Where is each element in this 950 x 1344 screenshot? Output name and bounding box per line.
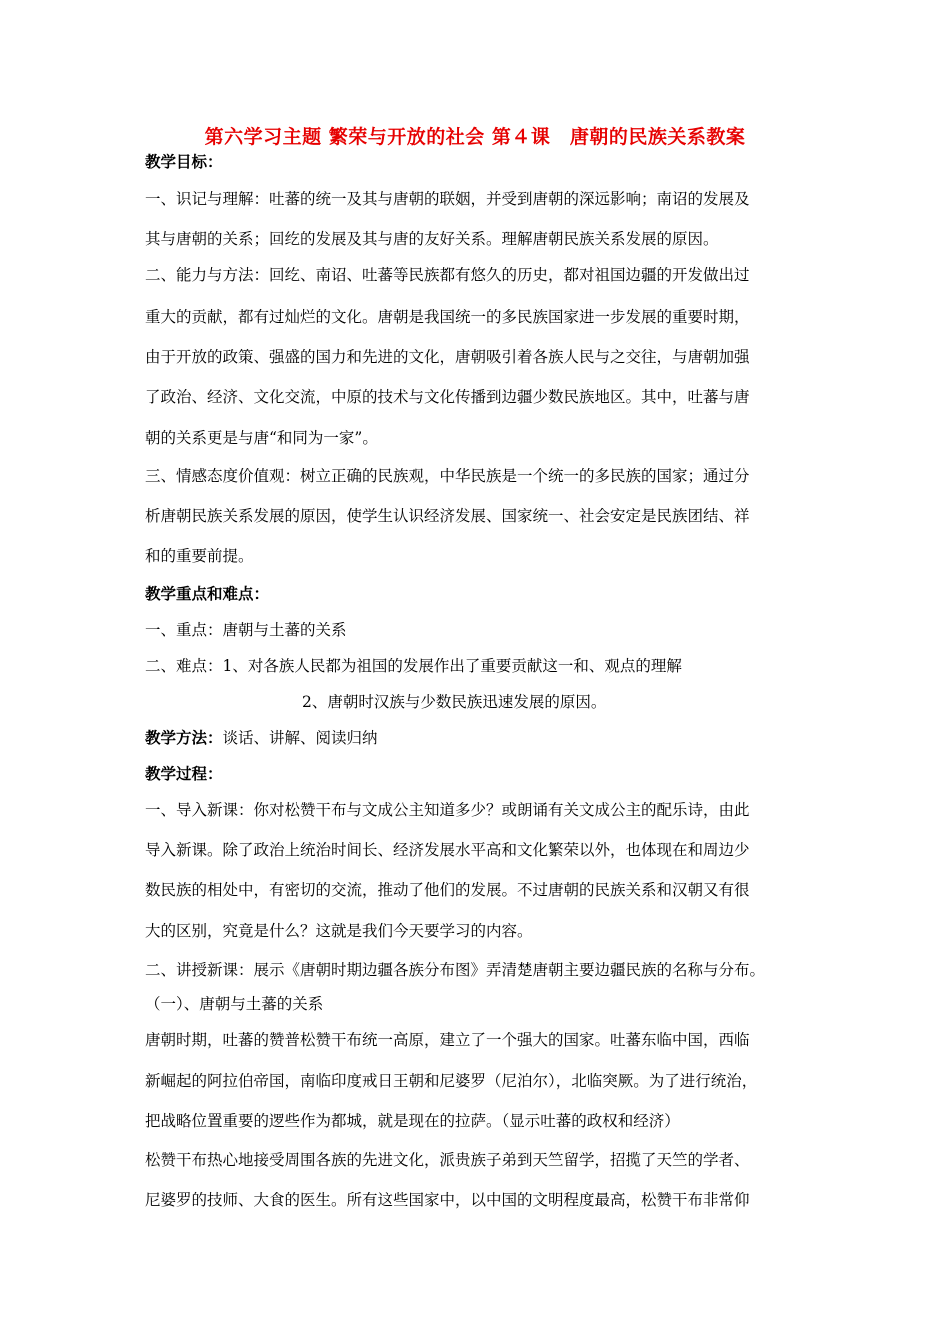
methods-text: 谈话、讲解、阅读归纳 (222, 729, 378, 747)
paragraph-line: 一、重点：唐朝与土蕃的关系 (145, 621, 347, 639)
methods-line (145, 728, 378, 748)
paragraph-line: 由于开放的政策、强盛的国力和先进的文化，唐朝吸引着各族人民与之交往，与唐朝加强 (145, 348, 750, 366)
paragraph-line: 大的区别，究竟是什么？这就是我们今天要学习的内容。 (145, 922, 533, 940)
heading-objectives: 教学目标： (145, 152, 223, 171)
paragraph-line: 把战略位置重要的逻些作为都城，就是现在的拉萨。（显示吐蕃的政权和经济） (145, 1112, 680, 1130)
paragraph-line: 其与唐朝的关系；回纥的发展及其与唐的友好关系。理解唐朝民族关系发展的原因。 (145, 230, 719, 248)
paragraph-line: 三、情感态度价值观：树立正确的民族观，中华民族是一个统一的多民族的国家；通过分 (145, 467, 750, 485)
paragraph-line: 二、讲授新课：展示《唐朝时期边疆各族分布图》弄清楚唐朝主要边疆民族的名称与分布。 (145, 961, 766, 979)
paragraph-line: 新崛起的阿拉伯帝国，南临印度戒日王朝和尼婆罗（尼泊尔），北临突厥。为了进行统治， (145, 1072, 758, 1090)
paragraph-line: 朝的关系更是与唐“和同为一家”。 (145, 429, 378, 447)
heading-process: 教学过程： (145, 764, 223, 783)
section-heading: （一）、唐朝与土蕃的关系 (145, 995, 324, 1013)
heading-methods: 教学方法： (145, 728, 223, 747)
paragraph-line: 一、识记与理解：吐蕃的统一及其与唐朝的联姻，并受到唐朝的深远影响；南诏的发展及 (145, 190, 750, 208)
paragraph-line: 一、导入新课：你对松赞干布与文成公主知道多少？或朗诵有关文成公主的配乐诗，由此 (145, 801, 750, 819)
paragraph-line: 了政治、经济、文化交流，中原的技术与文化传播到边疆少数民族地区。其中，吐蕃与唐 (145, 388, 750, 406)
paragraph-line: 析唐朝民族关系发展的原因，使学生认识经济发展、国家统一、社会安定是民族团结、祥 (145, 507, 750, 525)
paragraph-line: 重大的贡献，都有过灿烂的文化。唐朝是我国统一的多民族国家进一步发展的重要时期， (145, 308, 750, 326)
paragraph-line: 导入新课。除了政治上统治时间长、经济发展水平高和文化繁荣以外，也体现在和周边少 (145, 841, 750, 859)
paragraph-line: 二、难点：1、对各族人民都为祖国的发展作出了重要贡献这一和、观点的理解 (145, 657, 682, 675)
paragraph-line: 尼婆罗的技师、大食的医生。所有这些国家中，以中国的文明程度最高，松赞干布非常仰 (145, 1191, 750, 1209)
paragraph-line: 松赞干布热心地接受周围各族的先进文化，派贵族子弟到天竺留学，招揽了天竺的学者、 (145, 1151, 750, 1169)
paragraph-line: 二、能力与方法：回纥、南诏、吐蕃等民族都有悠久的历史，都对祖国边疆的开发做出过 (145, 266, 750, 284)
paragraph-line: 数民族的相处中，有密切的交流，推动了他们的发展。不过唐朝的民族关系和汉朝又有很 (145, 881, 750, 899)
page-title: 第六学习主题 繁荣与开放的社会 第４课 唐朝的民族关系教案 (204, 126, 746, 148)
paragraph-line: 唐朝时期，吐蕃的赞普松赞干布统一高原，建立了一个强大的国家。吐蕃东临中国，西临 (145, 1031, 750, 1049)
paragraph-line: 和的重要前提。 (145, 547, 254, 565)
heading-key-points: 教学重点和难点： (145, 584, 270, 603)
paragraph-line: 2、唐朝时汉族与少数民族迅速发展的原因。 (302, 693, 607, 711)
